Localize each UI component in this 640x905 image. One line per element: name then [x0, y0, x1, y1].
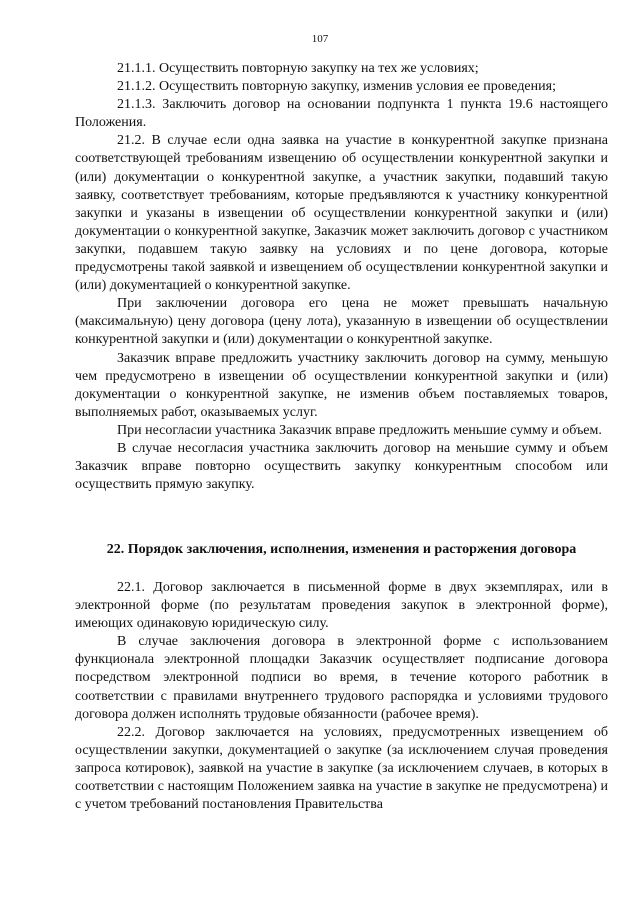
paragraph-21-2: 21.2. В случае если одна заявка на участие в конкурентной закупке признана соответствующей требованиям извещению об осуществлении конкурентной закупки и (или) документации о конкурентной закупке, а участник закупки, подавший такую заявку, соответствует требованиям, которые предъявляются к участнику конкурентной закупки и указаны в извещении об осуществлении конкурентной закупки и (или) документации о конкурентной закупке, Заказчик может заключить договор с участником закупки, подавшем такую заявку на условиях и по цене договора, которые предусмотрены такой заявкой и извещением об осуществлении конкурентной закупки и (или) документацией о конкурентной закупке.: [75, 133, 608, 294]
body-text-bottom: [75, 579, 608, 814]
paragraph-electronic-signing: В случае заключения договора в электронной форме с использованием функционала электронной площадки Заказчик осуществляет подписание договора посредством электронной подписи во время, в течение которого работник в соответствии с правилами внутреннего трудового распорядка и условиями трудового договора должен исполнять трудовые обязанности (рабочее время).: [75, 634, 608, 722]
paragraph-21-1-3: 21.1.3. Заключить договор на основании подпункта 1 пункта 19.6 настоящего Положения.: [75, 97, 608, 131]
body-text-top: [75, 60, 608, 494]
paragraph-price-limit: При заключении договора его цена не может превышать начальную (максимальную) цену договора (цену лота), указанную в извещении об осуществлении конкурентной закупки и (или) документации о конкурентной закупке.: [75, 296, 608, 348]
section-heading: 22. Порядок заключения, исполнения, изменения и расторжения договора: [106, 542, 577, 557]
page-number: 107: [311, 33, 329, 45]
paragraph-repeat-procurement: В случае несогласия участника заключить договор на меньшие сумму и объем Заказчик вправе повторно осуществить закупку конкурентным способом или осуществить прямую закупку.: [75, 440, 608, 493]
paragraph-21-1-2: 21.1.2. Осуществить повторную закупку, изменив условия ее проведения;: [117, 79, 556, 95]
paragraph-lower-sum: Заказчик вправе предложить участнику заключить договор на сумму, меньшую чем предусмотрено в извещении об осуществлении конкурентной закупки и (или) документации о конкурентной закупке, не изменив объем поставляемых товаров, выполняемых работ, оказываемых услуг.: [75, 350, 608, 420]
paragraph-22-2: 22.2. Договор заключается на условиях, предусмотренных извещением об осуществлении закупки, документацией о закупке (за исключением случая проведения запроса котировок), заявкой на участие в закупке (за исключением случаев, в которых в соответствии с настоящим Положением заявка на участие в закупке не предусмотрена) и с учетом требований постановления Правительства: [75, 724, 608, 813]
paragraph-disagreement: При несогласии участника Заказчик вправе предложить меньшие сумму и объем.: [117, 422, 602, 438]
paragraph-21-1-1: 21.1.1. Осуществить повторную закупку на тех же условиях;: [117, 61, 479, 76]
paragraph-22-1: 22.1. Договор заключается в письменной форме в двух экземплярах, или в электронной форме (по результатам проведения закупок в электронной форме), имеющих одинаковую юридическую силу.: [75, 580, 608, 632]
